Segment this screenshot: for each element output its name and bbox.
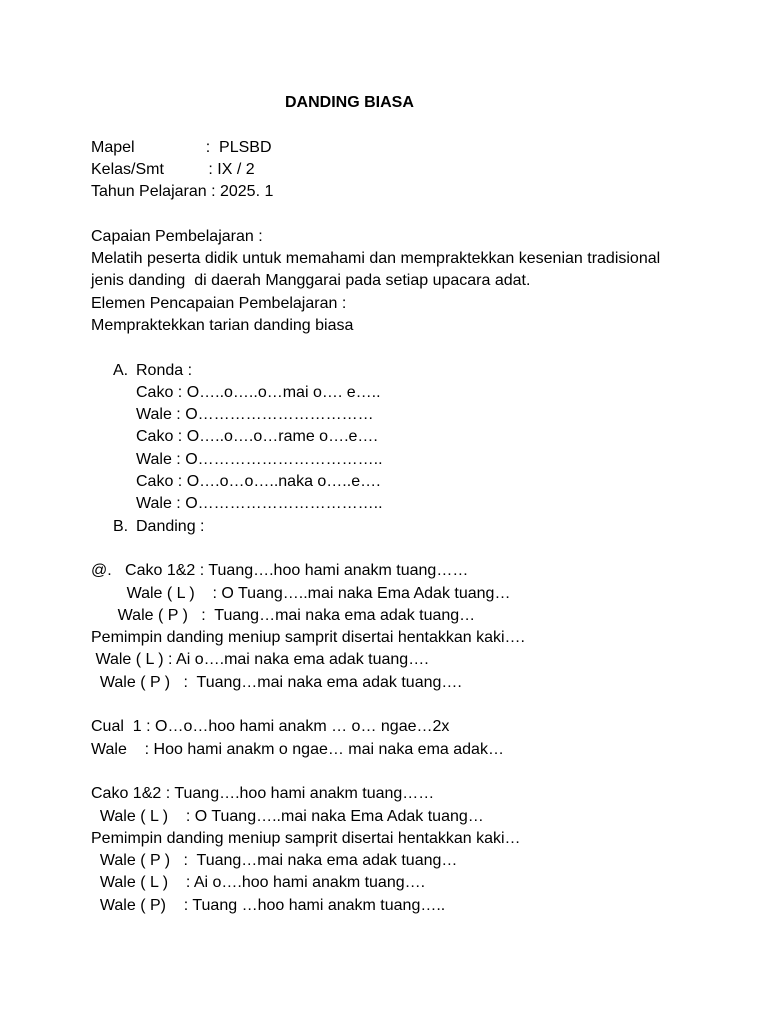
list-item-b	[91, 516, 731, 538]
capaian-line-2: jenis danding di daerah Manggarai pada setiap upacara adat.	[91, 272, 531, 290]
ronda-line: Cako : O…..o…..o…mai o…. e…..	[136, 383, 381, 401]
list-marker-a: A.	[113, 361, 129, 379]
ronda-label: Ronda :	[136, 361, 193, 379]
verse-line: Wale ( P ) : Tuang…mai naka ema adak tuang…	[91, 852, 458, 870]
ronda-line: Wale : O……………………………..	[136, 495, 383, 513]
verse-line: Pemimpin danding meniup samprit disertai hentakkan kaki…	[91, 829, 521, 847]
info-tahun: Tahun Pelajaran : 2025. 1	[91, 183, 274, 201]
spacer	[91, 114, 731, 136]
document-title: DANDING BIASA	[285, 94, 414, 111]
document-body	[91, 92, 731, 917]
verse-line: Pemimpin danding meniup samprit disertai hentakkan kaki….	[91, 629, 525, 647]
ronda-line: Wale : O……………………………	[136, 406, 374, 424]
capaian-line-1: Melatih peserta didik untuk memahami dan mempraktekkan kesenian tradisional	[91, 250, 661, 268]
elemen-text: Mempraktekkan tarian danding biasa	[91, 316, 354, 334]
capaian-heading: Capaian Pembelajaran :	[91, 227, 263, 245]
spacer	[91, 337, 731, 359]
elemen-heading: Elemen Pencapaian Pembelajaran :	[91, 294, 347, 312]
verse-line: Wale ( P ) : Tuang…mai naka ema adak tuang….	[91, 673, 462, 691]
list-item-a	[91, 360, 731, 382]
verse-line: Wale ( L ) : Ai o….mai naka ema adak tuang….	[91, 651, 429, 669]
verse-line: @. Cako 1&2 : Tuang….hoo hami anakm tuang……	[91, 562, 469, 580]
spacer	[91, 203, 731, 225]
list-marker-b: B.	[113, 517, 129, 535]
ronda-line: Wale : O……………………………..	[136, 450, 383, 468]
info-mapel: Mapel : PLSBD	[91, 138, 272, 156]
spacer	[91, 694, 731, 716]
verse-line: Cual 1 : O…o…hoo hami anakm … o… ngae…2x	[91, 718, 450, 736]
verse-line: Cako 1&2 : Tuang….hoo hami anakm tuang……	[91, 785, 435, 803]
verse-line: Wale ( P ) : Tuang…mai naka ema adak tuang…	[91, 606, 476, 624]
ronda-line: Cako : O…..o….o…rame o….e….	[136, 428, 378, 446]
ronda-line: Cako : O….o…o…..naka o…..e….	[136, 473, 381, 491]
danding-label: Danding :	[136, 517, 205, 535]
verse-line: Wale : Hoo hami anakm o ngae… mai naka ema adak…	[91, 740, 504, 758]
spacer	[91, 538, 731, 560]
verse-line: Wale ( L ) : O Tuang…..mai naka Ema Adak tuang…	[91, 584, 511, 602]
verse-line: Wale ( L ) : Ai o….hoo hami anakm tuang….	[91, 874, 426, 892]
info-kelas: Kelas/Smt : IX / 2	[91, 160, 255, 178]
spacer	[91, 761, 731, 783]
verse-line: Wale ( L ) : O Tuang…..mai naka Ema Adak tuang…	[91, 807, 484, 825]
verse-line: Wale ( P) : Tuang …hoo hami anakm tuang…..	[91, 896, 446, 914]
